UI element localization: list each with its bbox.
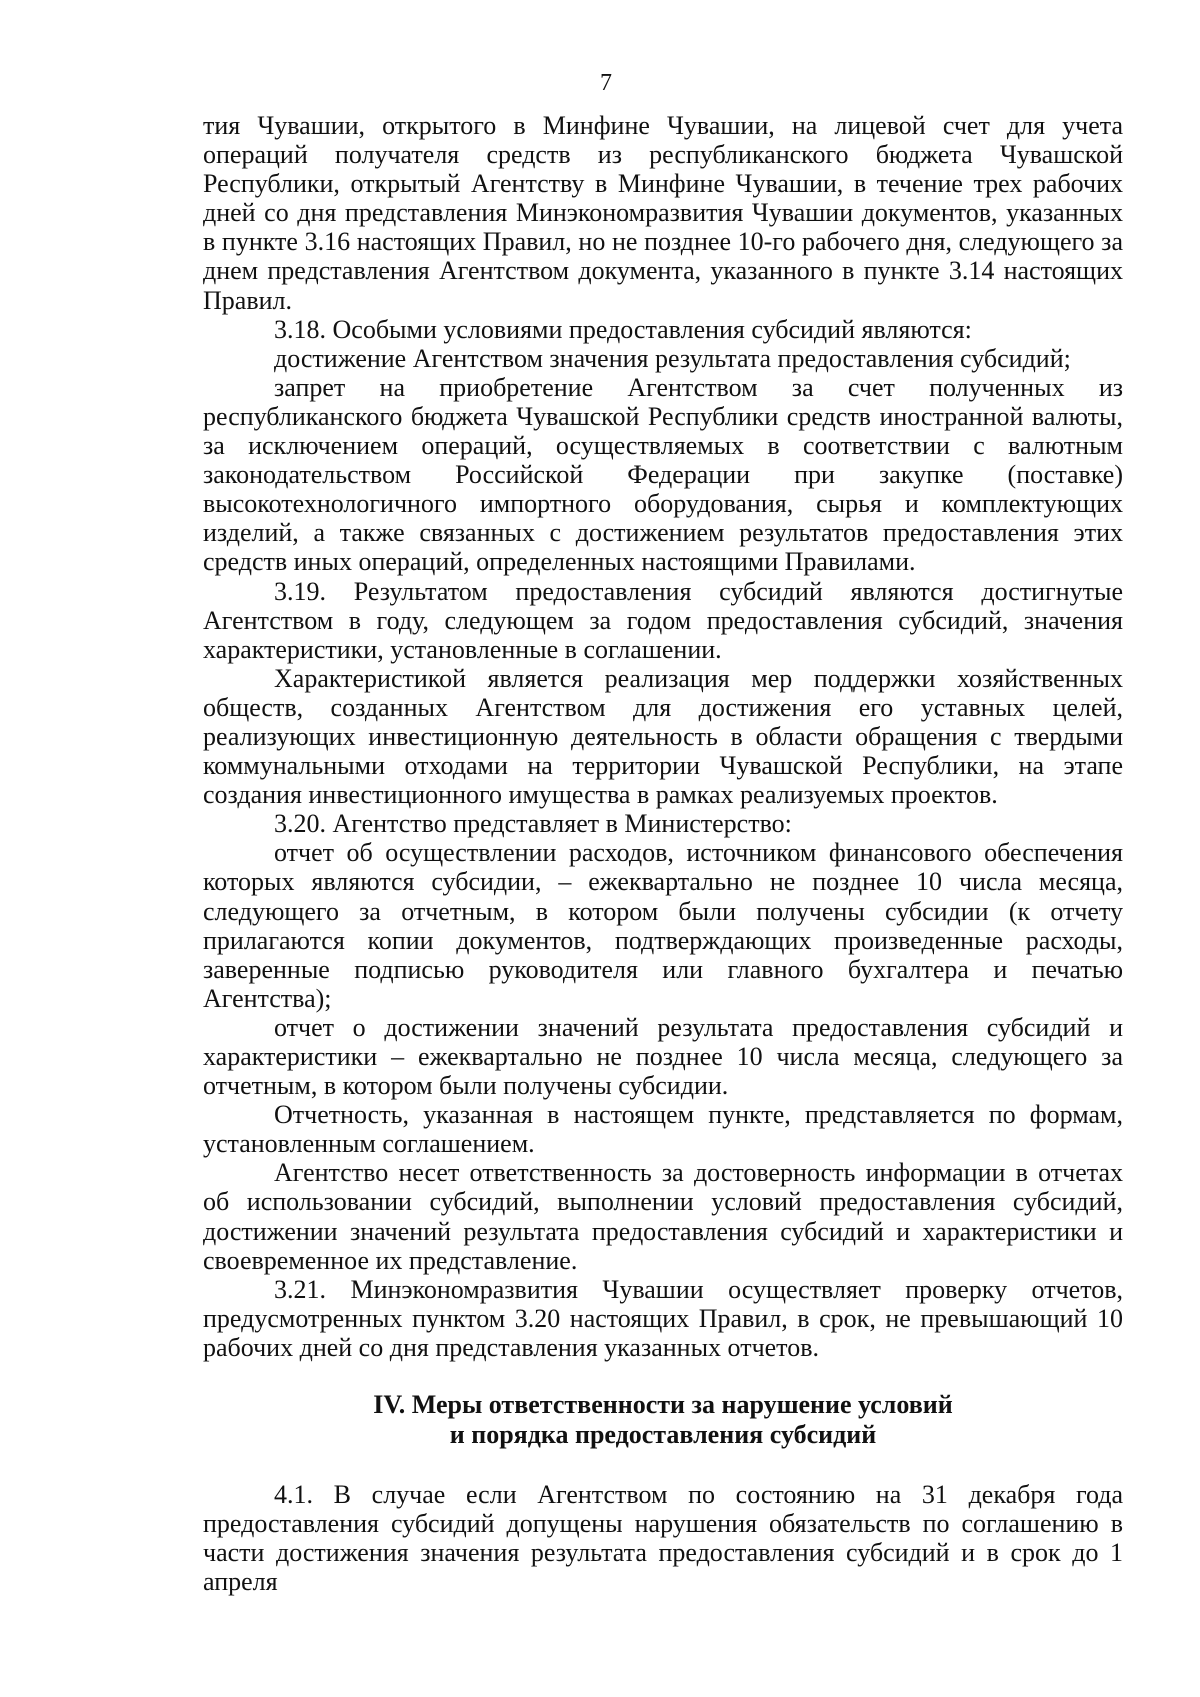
paragraph-continuation: тия Чувашии, открытого в Минфине Чувашии, на лицевой счет для учета операций получателя средств из республиканского бюджета Чувашской Республики, открытый Агентству в Минфине Чувашии, в течение трех рабочих дней со дня представления Минэкономразвития Чувашии документов, указанных в пункте 3.16 настоящих Правил, но не позднее 10-го рабочего дня, следующего за днем представления Агентством документа, указанного в пункте 3.14 настоящих Правил. bbox=[203, 111, 1123, 315]
paragraph-3-20: 3.20. Агентство представляет в Министерство: bbox=[274, 809, 792, 839]
paragraph-condition-result: достижение Агентством значения результата предоставления субсидий; bbox=[274, 343, 1071, 373]
section-heading bbox=[203, 1390, 1123, 1449]
paragraph-expense-report: отчет об осуществлении расходов, источником финансового обеспечения которых являются субсидии, – ежеквартально не позднее 10 числа месяца, следующего за отчетным, в котором были получены субсидии (к отчету прилагаются копии документов, подтверждающих произведенные расходы, заверенные подписью руководителя или главного бухгалтера и печатью Агентства); bbox=[203, 838, 1123, 1013]
paragraph-condition-currency: запрет на приобретение Агентством за счет полученных из республиканского бюджета Чувашской Республики средств иностранной валюты, за исключением операций, осуществляемых в соответствии с валютным законодательством Российской Федерации при закупке (поставке) высокотехнологичного импортного оборудования, сырья и комплектующих изделий, а также связанных с достижением результатов предоставления этих средств иных операций, определенных настоящими Правилами. bbox=[203, 372, 1123, 577]
paragraph-result-report: отчет о достижении значений результата предоставления субсидий и характеристики – ежеквартально не позднее 10 числа месяца, следующего за отчетным, в котором были получены субсидии. bbox=[203, 1012, 1123, 1101]
section-heading-line-2: и порядка предоставления субсидий bbox=[449, 1419, 877, 1449]
paragraph-3-19: 3.19. Результатом предоставления субсидий являются достигнутые Агентством в году, следующем за годом предоставления субсидий, значения характеристики, установленные в соглашении. bbox=[203, 576, 1123, 664]
document-body bbox=[203, 111, 1123, 1596]
section-heading-line-1: IV. Меры ответственности за нарушение условий bbox=[373, 1390, 953, 1420]
paragraph-3-18: 3.18. Особыми условиями предоставления субсидий являются: bbox=[274, 314, 972, 344]
paragraph-3-21: 3.21. Минэкономразвития Чувашии осуществляет проверку отчетов, предусмотренных пунктом 3.20 настоящих Правил, в срок, не превышающий 10 рабочих дней со дня представления указанных отчетов. bbox=[203, 1274, 1123, 1362]
paragraph-responsibility: Агентство несет ответственность за достоверность информации в отчетах об использовании субсидий, выполнении условий предоставления субсидий, достижении значений результата предоставления субсидий и характеристики и своевременное их представление. bbox=[203, 1158, 1123, 1275]
page-number: 7 bbox=[600, 70, 612, 96]
paragraph-4-1: 4.1. В случае если Агентством по состоянию на 31 декабря года предоставления субсидий допущены нарушения обязательств по соглашению в части достижения значения результата предоставления субсидий и в срок до 1 апреля bbox=[203, 1480, 1123, 1597]
paragraph-report-forms: Отчетность, указанная в настоящем пункте, представляется по формам, установленным соглашением. bbox=[203, 1100, 1123, 1159]
paragraph-characteristic: Характеристикой является реализация мер поддержки хозяйственных обществ, созданных Агентством для достижения его уставных целей, реализующих инвестиционную деятельность в области обращения с твердыми коммунальными отходами на территории Чувашской Республики, на этапе создания инвестиционного имущества в рамках реализуемых проектов. bbox=[203, 663, 1123, 810]
